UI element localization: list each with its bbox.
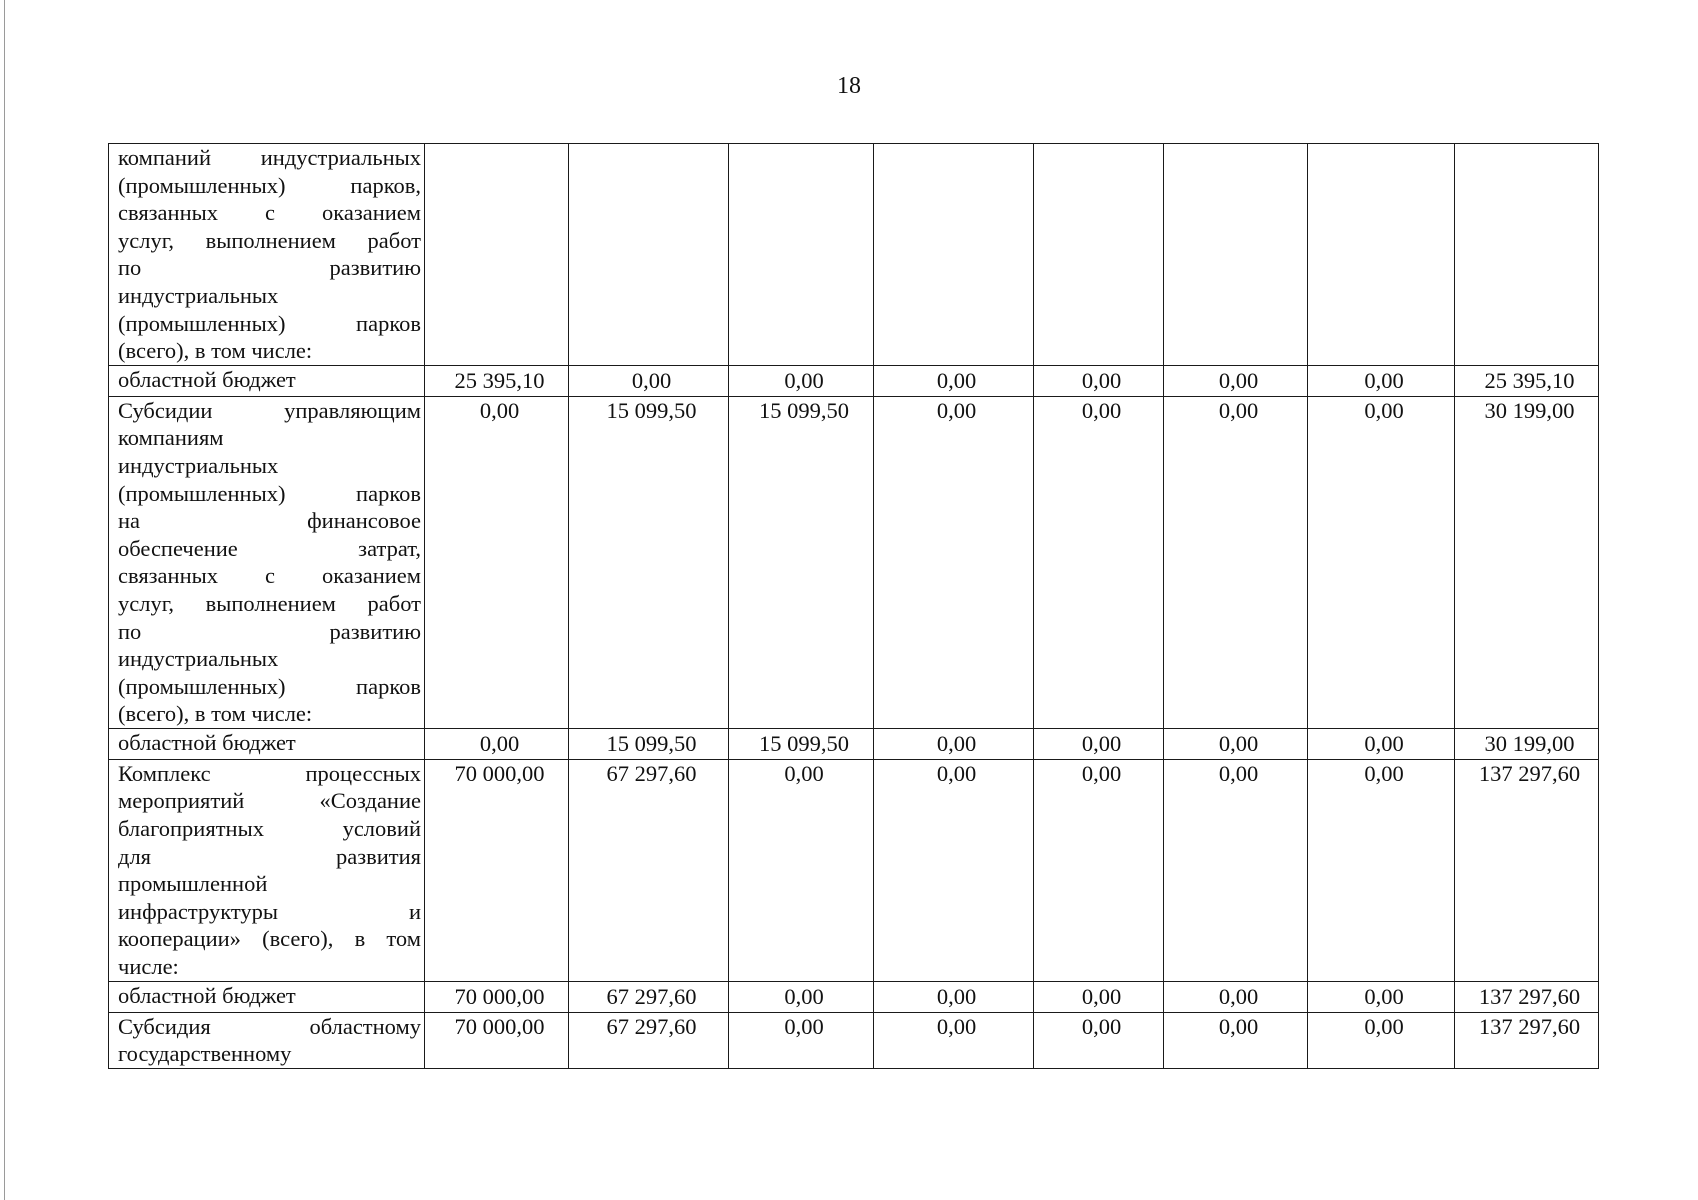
table-body [109, 144, 1599, 1069]
value-cell: 0,00 [1308, 728, 1455, 759]
row-label-line: по развитию [118, 618, 421, 644]
value-cell: 0,00 [1034, 396, 1164, 728]
row-label-line: областной бюджет [118, 729, 296, 755]
value-cell: 0,00 [1034, 1012, 1164, 1068]
value-cell: 0,00 [729, 759, 874, 981]
value-cell: 0,00 [874, 365, 1034, 396]
table-row [109, 144, 1599, 366]
value-cell: 30 199,00 [1455, 728, 1599, 759]
row-label-line: областной бюджет [118, 366, 296, 392]
value-cell: 70 000,00 [425, 1012, 569, 1068]
row-label-line: промышленной [118, 871, 268, 897]
value-cell: 0,00 [1308, 365, 1455, 396]
row-label-line: (промышленных) парков [118, 673, 421, 699]
value-cell: 0,00 [874, 396, 1034, 728]
row-label-line: по развитию [118, 255, 421, 281]
row-label-line: областной бюджет [118, 982, 296, 1008]
value-cell: 67 297,60 [569, 1012, 729, 1068]
row-label-line: благоприятных условий [118, 816, 421, 842]
value-cell: 0,00 [1164, 728, 1308, 759]
value-cell: 0,00 [1308, 981, 1455, 1012]
value-cell: 67 297,60 [569, 981, 729, 1012]
value-cell: 15 099,50 [729, 728, 874, 759]
row-label-line: обеспечение затрат, [118, 535, 421, 561]
row-label-line: индустриальных [118, 282, 279, 308]
value-cell: 15 099,50 [569, 396, 729, 728]
row-label-line: инфраструктуры и [118, 898, 421, 924]
value-cell: 67 297,60 [569, 759, 729, 981]
value-cell: 0,00 [729, 365, 874, 396]
row-label-line: Субсидии управляющим [118, 397, 421, 423]
row-label-line: компаний индустриальных [118, 145, 421, 170]
value-cell: 0,00 [1034, 365, 1164, 396]
value-cell: 137 297,60 [1455, 759, 1599, 981]
row-label-line: услуг, выполнением работ [118, 227, 421, 253]
row-label-line: услуг, выполнением работ [118, 590, 421, 616]
value-cell: 0,00 [1164, 981, 1308, 1012]
value-cell: 0,00 [1164, 396, 1308, 728]
value-cell: 0,00 [1164, 759, 1308, 981]
table-row [109, 728, 1599, 759]
row-label-line: Субсидия областному [118, 1013, 421, 1039]
value-cell: 0,00 [569, 365, 729, 396]
value-cell: 0,00 [874, 728, 1034, 759]
value-cell: 0,00 [1308, 396, 1455, 728]
value-cell [569, 144, 729, 366]
value-cell: 0,00 [729, 1012, 874, 1068]
value-cell: 0,00 [425, 396, 569, 728]
value-cell [1308, 144, 1455, 366]
value-cell: 137 297,60 [1455, 1012, 1599, 1068]
value-cell: 0,00 [1034, 759, 1164, 981]
row-label-line: (всего), в том числе: [118, 701, 313, 727]
value-cell [729, 144, 874, 366]
value-cell: 0,00 [1164, 365, 1308, 396]
row-label-line: Комплекс процессных [118, 760, 421, 786]
value-cell: 0,00 [1308, 1012, 1455, 1068]
table-row [109, 365, 1599, 396]
value-cell: 0,00 [874, 981, 1034, 1012]
value-cell: 137 297,60 [1455, 981, 1599, 1012]
row-label-cell [109, 365, 425, 396]
value-cell: 0,00 [729, 981, 874, 1012]
row-label-cell [109, 144, 425, 366]
value-cell: 25 395,10 [425, 365, 569, 396]
row-label-line: кооперации» (всего), в том [118, 926, 421, 952]
budget-table [108, 143, 1599, 1069]
value-cell [1034, 144, 1164, 366]
value-cell [425, 144, 569, 366]
value-cell [1164, 144, 1308, 366]
value-cell: 0,00 [1164, 1012, 1308, 1068]
value-cell: 0,00 [1034, 728, 1164, 759]
value-cell: 0,00 [874, 759, 1034, 981]
row-label-line: связанных с оказанием [118, 563, 421, 589]
row-label-cell [109, 728, 425, 759]
value-cell: 0,00 [425, 728, 569, 759]
row-label-line: числе: [118, 954, 179, 980]
scan-page-edge [4, 0, 5, 1200]
row-label-line: компаниям [118, 425, 224, 451]
value-cell: 25 395,10 [1455, 365, 1599, 396]
value-cell: 0,00 [1034, 981, 1164, 1012]
row-label-cell [109, 396, 425, 728]
table-row [109, 759, 1599, 981]
row-label-line: связанных с оказанием [118, 200, 421, 226]
row-label-cell [109, 981, 425, 1012]
row-label-line: (промышленных) парков [118, 310, 421, 336]
value-cell: 70 000,00 [425, 759, 569, 981]
value-cell: 15 099,50 [729, 396, 874, 728]
row-label-cell [109, 1012, 425, 1068]
value-cell: 70 000,00 [425, 981, 569, 1012]
value-cell: 0,00 [874, 1012, 1034, 1068]
value-cell: 15 099,50 [569, 728, 729, 759]
row-label-line: для развития [118, 843, 421, 869]
row-label-line: (промышленных) парков, [118, 172, 421, 198]
row-label-line: мероприятий «Создание [118, 788, 421, 814]
table-row [109, 981, 1599, 1012]
row-label-line: на финансовое [118, 508, 421, 534]
value-cell [1455, 144, 1599, 366]
page-number: 18 [837, 73, 861, 99]
row-label-line: государственному [118, 1041, 292, 1067]
value-cell [874, 144, 1034, 366]
row-label-line: индустриальных [118, 646, 279, 672]
row-label-line: (всего), в том числе: [118, 338, 313, 364]
value-cell: 0,00 [1308, 759, 1455, 981]
row-label-line: индустриальных [118, 452, 279, 478]
value-cell: 30 199,00 [1455, 396, 1599, 728]
table-row [109, 396, 1599, 728]
row-label-line: (промышленных) парков [118, 480, 421, 506]
row-label-cell [109, 759, 425, 981]
table-row [109, 1012, 1599, 1068]
